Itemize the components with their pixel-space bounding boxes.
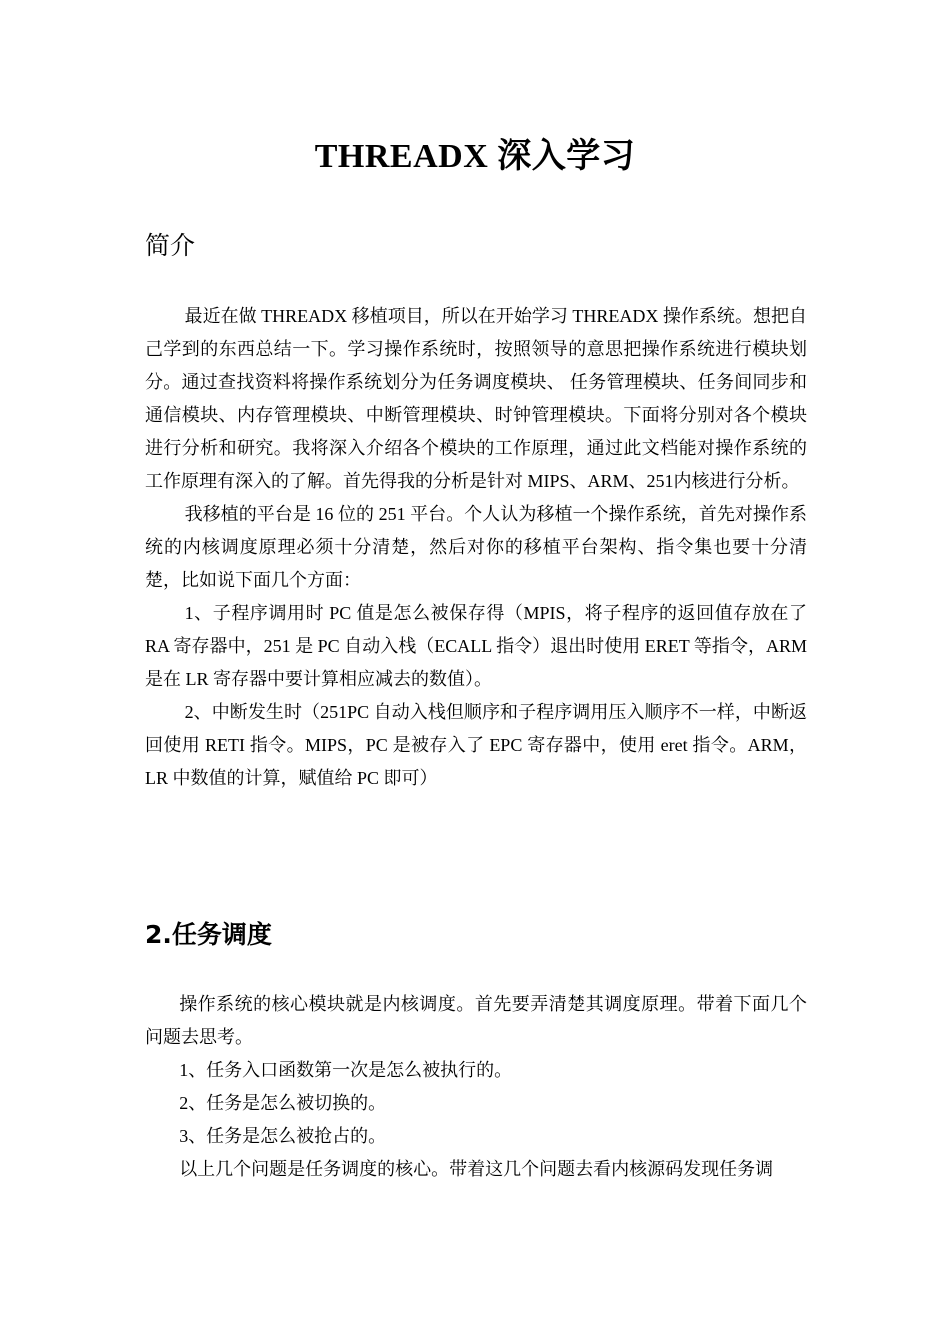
scheduling-question-3: 3、任务是怎么被抢占的。 bbox=[179, 1126, 387, 1146]
intro-paragraph-2: 我移植的平台是 16 位的 251 平台。个人认为移植一个操作系统，首先对操作系统的内核调度原理必须十分清楚，然后对你的移植平台架构、指令集也要十分清楚，比如说下面几个方面： bbox=[145, 504, 807, 590]
scheduling-paragraph-1: 操作系统的核心模块就是内核调度。首先要弄清楚其调度原理。带着下面几个问题去思考。 bbox=[145, 994, 807, 1047]
scheduling-question-2: 2、任务是怎么被切换的。 bbox=[179, 1093, 387, 1113]
intro-body bbox=[145, 300, 807, 795]
scheduling-paragraph-2: 以上几个问题是任务调度的核心。带着这几个问题去看内核源码发现任务调 bbox=[179, 1159, 774, 1179]
section-heading-scheduling: 2.任务调度 bbox=[145, 920, 272, 949]
scheduling-body bbox=[145, 988, 807, 1186]
document-title: THREADX 深入学习 bbox=[314, 138, 636, 175]
section-heading-intro: 简介 bbox=[145, 231, 196, 260]
intro-paragraph-4: 2、中断发生时（251PC 自动入栈但顺序和子程序调用压入顺序不一样，中断返回使用 RETI 指令。MIPS，PC 是被存入了 EPC 寄存器中，使用 eret 指令。ARM，LR 中数值的计算，赋值给 PC 即可） bbox=[145, 702, 807, 788]
intro-paragraph-3: 1、子程序调用时 PC 值是怎么被保存得（MPIS，将子程序的返回值存放在了 RA 寄存器中，251 是 PC 自动入栈（ECALL 指令）退出时使用 ERET 等指令，ARM 是在 LR 寄存器中要计算相应减去的数值）。 bbox=[145, 603, 807, 689]
scheduling-question-1: 1、任务入口函数第一次是怎么被执行的。 bbox=[179, 1060, 513, 1080]
intro-paragraph-1: 最近在做 THREADX 移植项目，所以在开始学习 THREADX 操作系统。想把自己学到的东西总结一下。学习操作系统时，按照领导的意思把操作系统进行模块划分。通过查找资料将操作系统划分为任务调度模块、 任务管理模块、任务间同步和通信模块、内存管理模块、中断管理模块、时钟管理模块。下面将分别对各个模块进行分析和研究。我将深入介绍各个模块的工作原理，通过此文档能对操作系统的工作原理有深入的了解。首先得我的分析是针对 MIPS、ARM、251内核进行分析。 bbox=[145, 306, 807, 491]
